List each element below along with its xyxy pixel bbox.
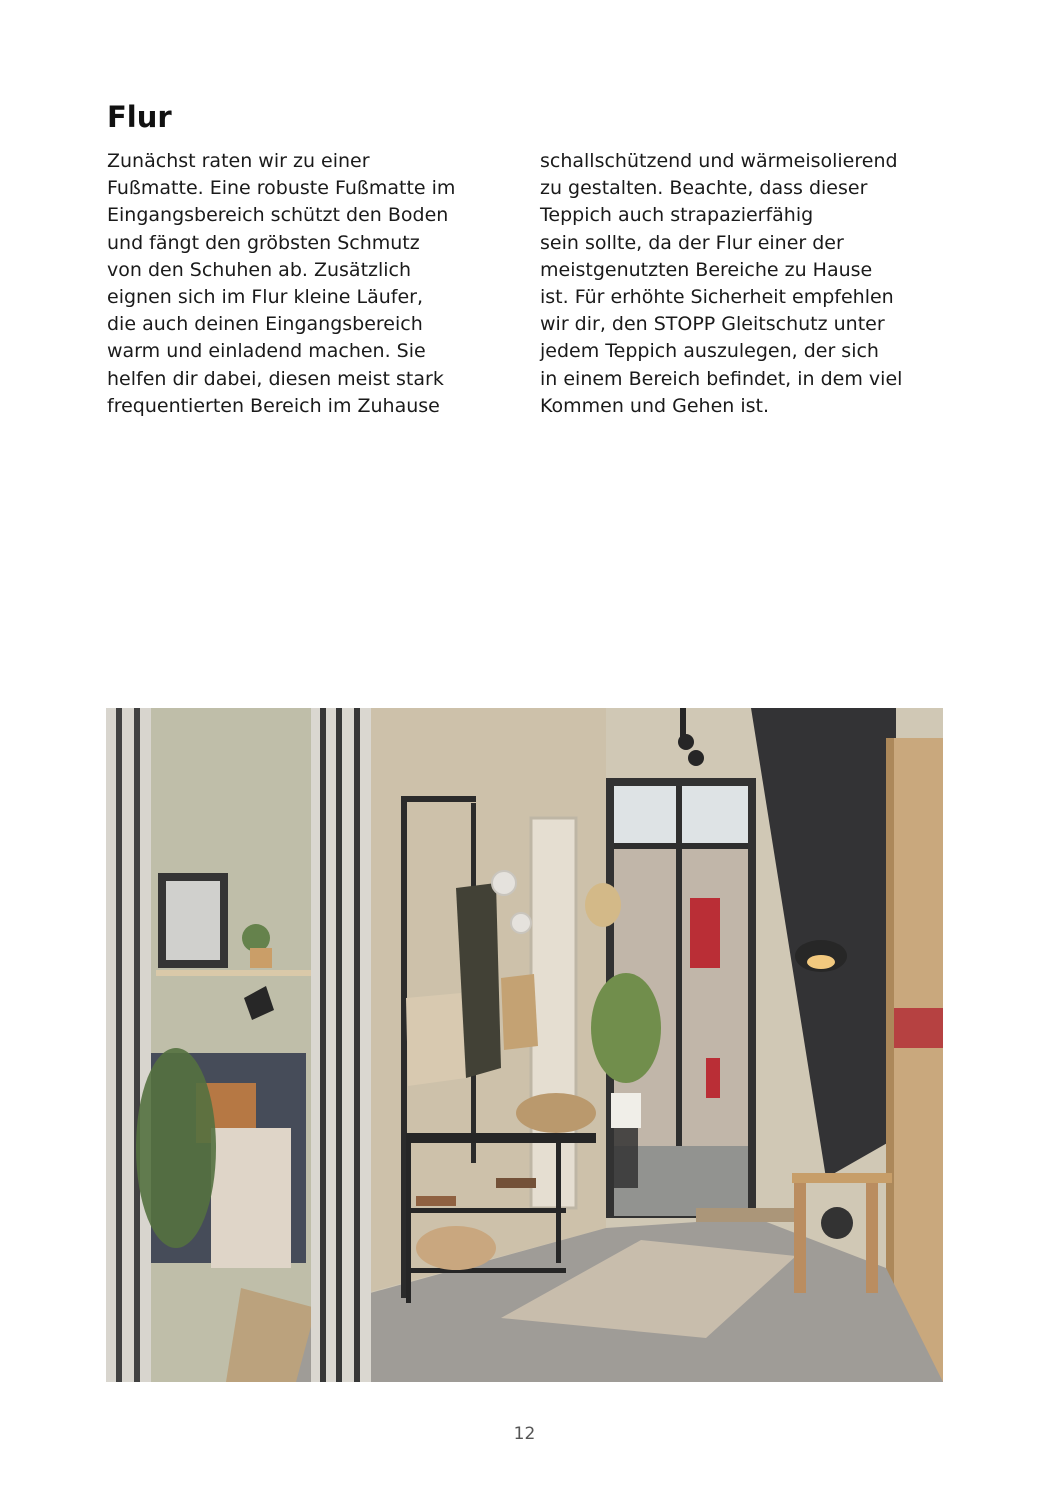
text-line: eignen sich im Flur kleine Läufer, xyxy=(107,286,423,309)
text-line: warm und einladend machen. Sie xyxy=(107,340,426,363)
text-line: von den Schuhen ab. Zusätzlich xyxy=(107,258,412,281)
text-line: wir dir, den STOPP Gleitschutz unter xyxy=(540,313,885,336)
text-line: Kommen und Gehen ist. xyxy=(540,394,770,417)
text-line: und fängt den gröbsten Schmutz xyxy=(107,231,420,254)
text-line: Fußmatte. Eine robuste Fußmatte im xyxy=(107,177,456,200)
text-line: Eingangsbereich schützt den Boden xyxy=(107,204,449,227)
text-line: in einem Bereich befindet, in dem viel xyxy=(540,367,903,390)
text-line: schallschützend und wärmeisolierend xyxy=(540,150,898,172)
hallway-photo xyxy=(106,708,943,1382)
text-column-right xyxy=(540,148,950,420)
text-column-left xyxy=(107,148,507,420)
text-line: die auch deinen Eingangsbereich xyxy=(107,313,423,336)
text-line: zu gestalten. Beachte, dass dieser xyxy=(540,177,868,200)
text-line: Zunächst raten wir zu einer xyxy=(107,150,370,172)
text-line: helfen dir dabei, diesen meist stark xyxy=(107,367,444,390)
text-line: ist. Für erhöhte Sicherheit empfehlen xyxy=(540,286,894,309)
text-line: meistgenutzten Bereiche zu Hause xyxy=(540,258,873,281)
page-number: 12 xyxy=(513,1424,536,1444)
text-line: Teppich auch strapazierfähig xyxy=(540,204,814,227)
text-line: jedem Teppich auszulegen, der sich xyxy=(540,340,879,363)
text-line: sein sollte, da der Flur einer der xyxy=(540,231,844,254)
text-line: frequentierten Bereich im Zuhause xyxy=(107,394,440,417)
section-heading: Flur xyxy=(107,100,172,134)
